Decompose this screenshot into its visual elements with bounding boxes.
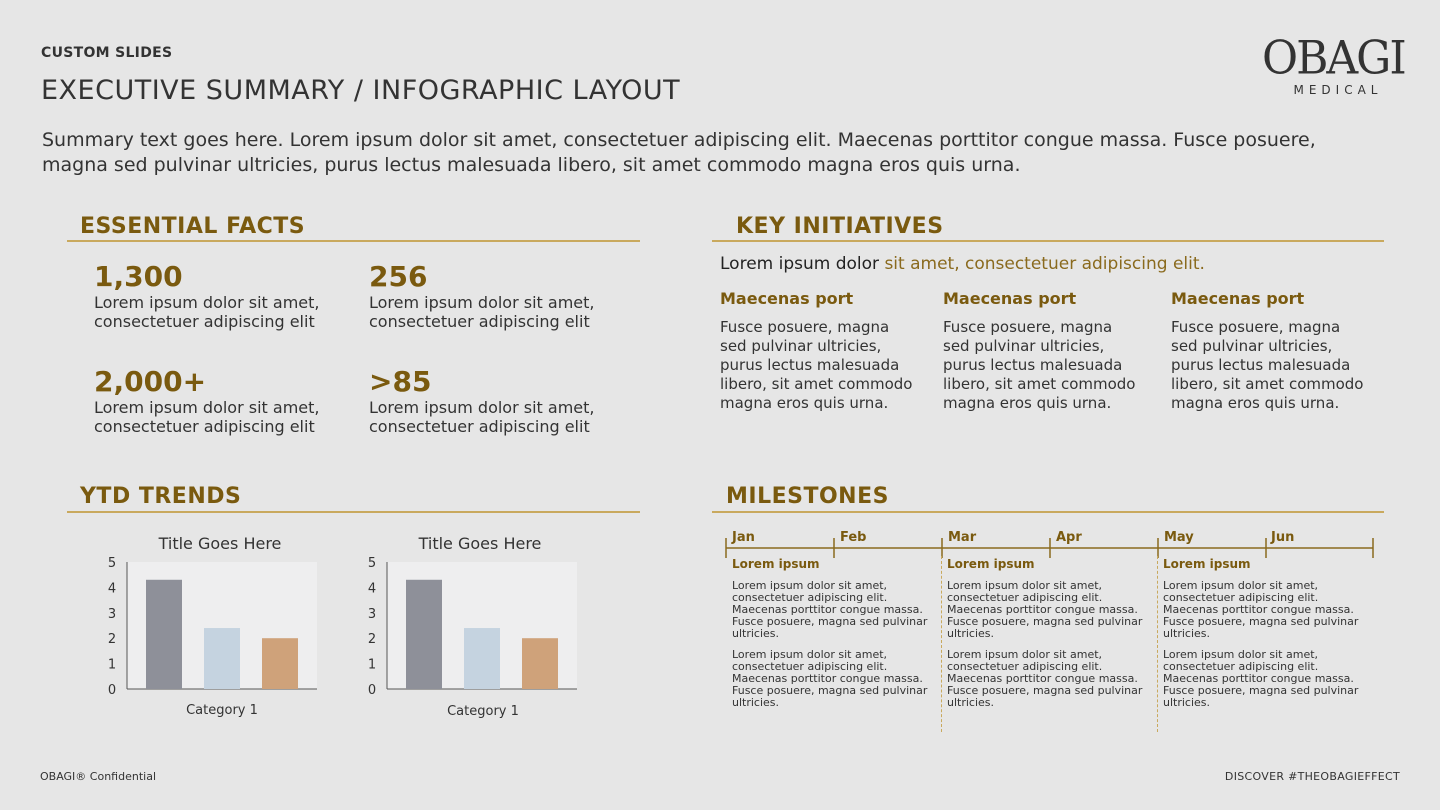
- y-tick-label: 1: [367, 657, 377, 673]
- summary-text: Summary text goes here. Lorem ipsum dolor sit amet, consectetuer adipiscing elit. Maecenas porttitor congue massa. Fusce posuere, magna sed pulvinar ultricies, purus lectus malesuada libero, sit amet commodo magna eros quis urna.: [42, 129, 1316, 176]
- fact-1: [94, 260, 354, 331]
- milestone-text: Lorem ipsum dolor sit amet, consectetuer adipiscing elit. Maecenas porttitor congue massa. Fusce posuere, magna sed pulvinar ultricies.: [732, 579, 928, 640]
- milestone-text: Lorem ipsum dolor sit amet, consectetuer adipiscing elit. Maecenas porttitor congue massa. Fusce posuere, magna sed pulvinar ultricies.: [947, 579, 1143, 640]
- chart-2-category: Category 1: [447, 704, 519, 719]
- chart-2-title: Title Goes Here: [418, 534, 542, 553]
- fact-value: 256: [369, 260, 428, 293]
- initiative-title: Maecenas port: [720, 289, 854, 308]
- fact-text: Lorem ipsum dolor sit amet, consectetuer adipiscing elit: [369, 398, 595, 436]
- footer-hashtag: DISCOVER #THEOBAGIEFFECT: [1224, 770, 1400, 783]
- month-mar: Mar: [948, 530, 977, 545]
- y-tick-label: 3: [367, 606, 377, 622]
- y-tick-label: 3: [107, 606, 117, 622]
- milestone-label: Lorem ipsum: [947, 557, 1035, 571]
- key-initiatives-rule: [712, 240, 1384, 242]
- y-tick-label: 4: [107, 581, 117, 597]
- milestone-text: Lorem ipsum dolor sit amet, consectetuer adipiscing elit. Maecenas porttitor congue massa. Fusce posuere, magna sed pulvinar ultricies.: [732, 648, 928, 709]
- fact-text: Lorem ipsum dolor sit amet, consectetuer adipiscing elit: [94, 293, 320, 331]
- logo-word: OBAGI: [1262, 31, 1405, 86]
- key-initiatives-heading: KEY INITIATIVES: [736, 214, 944, 239]
- milestone-text: Lorem ipsum dolor sit amet, consectetuer adipiscing elit. Maecenas porttitor congue massa. Fusce posuere, magna sed pulvinar ultricies.: [1163, 648, 1359, 709]
- y-tick-label: 5: [107, 556, 117, 571]
- month-may: May: [1164, 530, 1194, 545]
- milestone-column-2: [947, 557, 1157, 709]
- logo-sub: MEDICAL: [1293, 83, 1383, 97]
- y-tick-label: 4: [367, 581, 377, 597]
- bar: [522, 638, 558, 689]
- page-title: EXECUTIVE SUMMARY / INFOGRAPHIC LAYOUT: [41, 75, 681, 106]
- fact-2: [369, 260, 629, 331]
- fact-text: Lorem ipsum dolor sit amet, consectetuer adipiscing elit: [369, 293, 595, 331]
- month-jun: Jun: [1271, 530, 1295, 545]
- milestones-heading: MILESTONES: [726, 484, 889, 509]
- chart-1-title: Title Goes Here: [158, 534, 282, 553]
- fact-3: [94, 365, 354, 436]
- milestone-text: Lorem ipsum dolor sit amet, consectetuer adipiscing elit. Maecenas porttitor congue massa. Fusce posuere, magna sed pulvinar ultricies.: [1163, 579, 1359, 640]
- essential-facts-heading: ESSENTIAL FACTS: [80, 214, 306, 239]
- initiative-text: Fusce posuere, magna sed pulvinar ultricies, purus lectus malesuada libero, sit amet commodo magna eros quis urna.: [720, 318, 913, 412]
- initiative-text: Fusce posuere, magna sed pulvinar ultricies, purus lectus malesuada libero, sit amet commodo magna eros quis urna.: [1171, 318, 1364, 412]
- milestone-divider: [1157, 556, 1158, 732]
- chart-2: [355, 552, 585, 697]
- y-tick-label: 1: [107, 657, 117, 673]
- month-jan: Jan: [732, 530, 755, 545]
- ytd-trends-heading: YTD TRENDS: [80, 484, 242, 509]
- y-tick-label: 2: [107, 632, 117, 648]
- key-initiatives-lead: [720, 254, 1205, 274]
- eyebrow: CUSTOM SLIDES: [41, 45, 173, 61]
- obagi-logo: [1262, 31, 1405, 97]
- y-tick-label: 0: [367, 683, 377, 697]
- fact-value: 2,000+: [94, 365, 207, 398]
- fact-4: [369, 365, 629, 436]
- milestones-rule: [712, 511, 1384, 513]
- milestone-column-3: [1163, 557, 1373, 709]
- essential-facts-rule: [67, 240, 640, 242]
- fact-text: Lorem ipsum dolor sit amet, consectetuer adipiscing elit: [94, 398, 320, 436]
- chart-1: [95, 552, 325, 697]
- milestone-column-1: [732, 557, 942, 709]
- fact-value: >85: [369, 365, 432, 398]
- month-feb: Feb: [840, 530, 867, 545]
- initiative-column-2: [943, 289, 1143, 413]
- chart-1-category: Category 1: [186, 703, 258, 718]
- bar: [262, 638, 298, 689]
- footer-confidential: OBAGI® Confidential: [40, 770, 156, 783]
- initiative-column-3: [1171, 289, 1371, 413]
- y-tick-label: 0: [107, 683, 117, 697]
- milestone-text: Lorem ipsum dolor sit amet, consectetuer adipiscing elit. Maecenas porttitor congue massa. Fusce posuere, magna sed pulvinar ultricies.: [947, 648, 1143, 709]
- milestone-label: Lorem ipsum: [1163, 557, 1251, 571]
- month-apr: Apr: [1056, 530, 1082, 545]
- fact-value: 1,300: [94, 260, 183, 293]
- lead-rest: sit amet, consectetuer adipiscing elit.: [884, 254, 1205, 274]
- initiative-title: Maecenas port: [1171, 289, 1305, 308]
- y-tick-label: 2: [367, 632, 377, 648]
- initiative-title: Maecenas port: [943, 289, 1077, 308]
- y-tick-label: 5: [367, 556, 377, 571]
- ytd-trends-rule: [67, 511, 640, 513]
- initiative-text: Fusce posuere, magna sed pulvinar ultricies, purus lectus malesuada libero, sit amet commodo magna eros quis urna.: [943, 318, 1136, 412]
- lead-bold: Lorem ipsum dolor: [720, 254, 880, 274]
- bar: [204, 628, 240, 689]
- bar: [146, 580, 182, 689]
- milestone-label: Lorem ipsum: [732, 557, 820, 571]
- bar: [464, 628, 500, 689]
- bar: [406, 580, 442, 689]
- initiative-column-1: [720, 289, 920, 413]
